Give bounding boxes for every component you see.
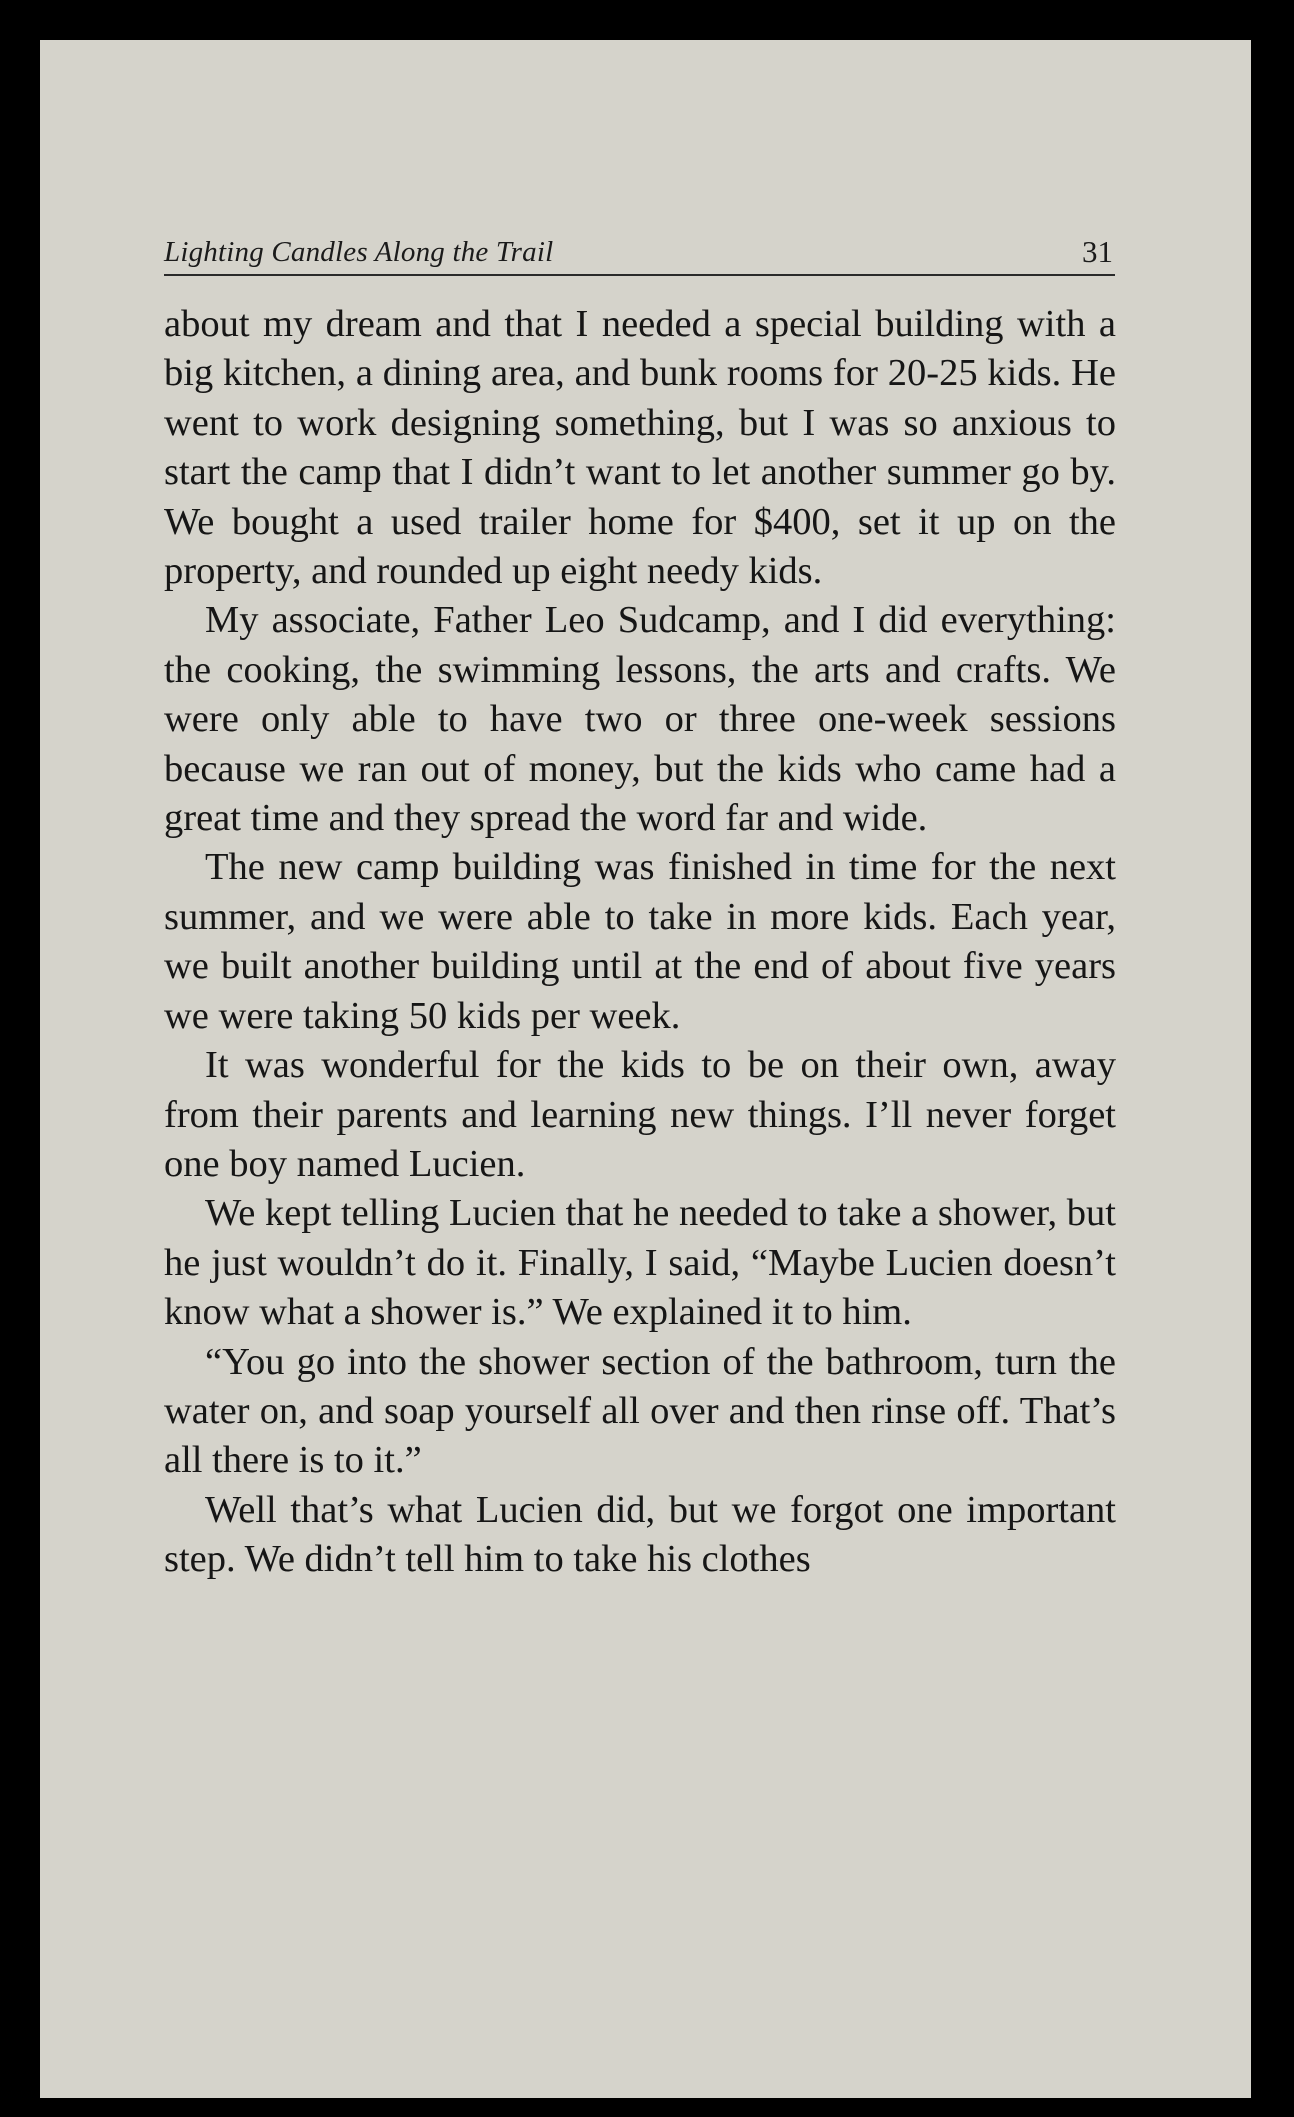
- running-title: Lighting Candles Along the Trail: [164, 236, 554, 268]
- paragraph: Well that’s what Lucien did, but we forgot one important step. We didn’t tell him to take his clothes: [164, 1488, 1116, 1581]
- paragraph: My associate, Father Leo Sudcamp, and I did everything: the cooking, the swimming lessons, the arts and crafts. We were only able to have two or three one-week sessions because we ran out of money, but the kids who came had a great time and they spread the word far and wide.: [164, 599, 1116, 840]
- paragraph: We kept telling Lucien that he needed to take a shower, but he just wouldn’t do it. Finally, I said, “Maybe Lucien doesn’t know what a shower is.” We explained it to him.: [164, 1192, 1116, 1334]
- running-header: [164, 230, 1115, 276]
- paragraph: It was wonderful for the kids to be on their own, away from their parents and learning new things. I’ll never forget one boy named Lucien.: [164, 1044, 1116, 1185]
- page-number: 31: [1082, 234, 1113, 269]
- paragraph: about my dream and that I needed a special building with a big kitchen, a dining area, and bunk rooms for 20-25 kids. He went to work designing something, but I was so anxious to start the camp that I didn’t want to let another summer go by. We bought a used trailer home for $400, set it up on the property, and rounded up eight needy kids.: [164, 303, 1116, 593]
- paragraph: “You go into the shower section of the bathroom, turn the water on, and soap yourself all over and then rinse off. That’s all there is to it.”: [164, 1340, 1116, 1482]
- paragraph: The new camp building was finished in time for the next summer, and we were able to take in more kids. Each year, we built another building until at the end of about five years we were taking 50 kids per week.: [164, 846, 1116, 1037]
- body-text: [164, 300, 1116, 1585]
